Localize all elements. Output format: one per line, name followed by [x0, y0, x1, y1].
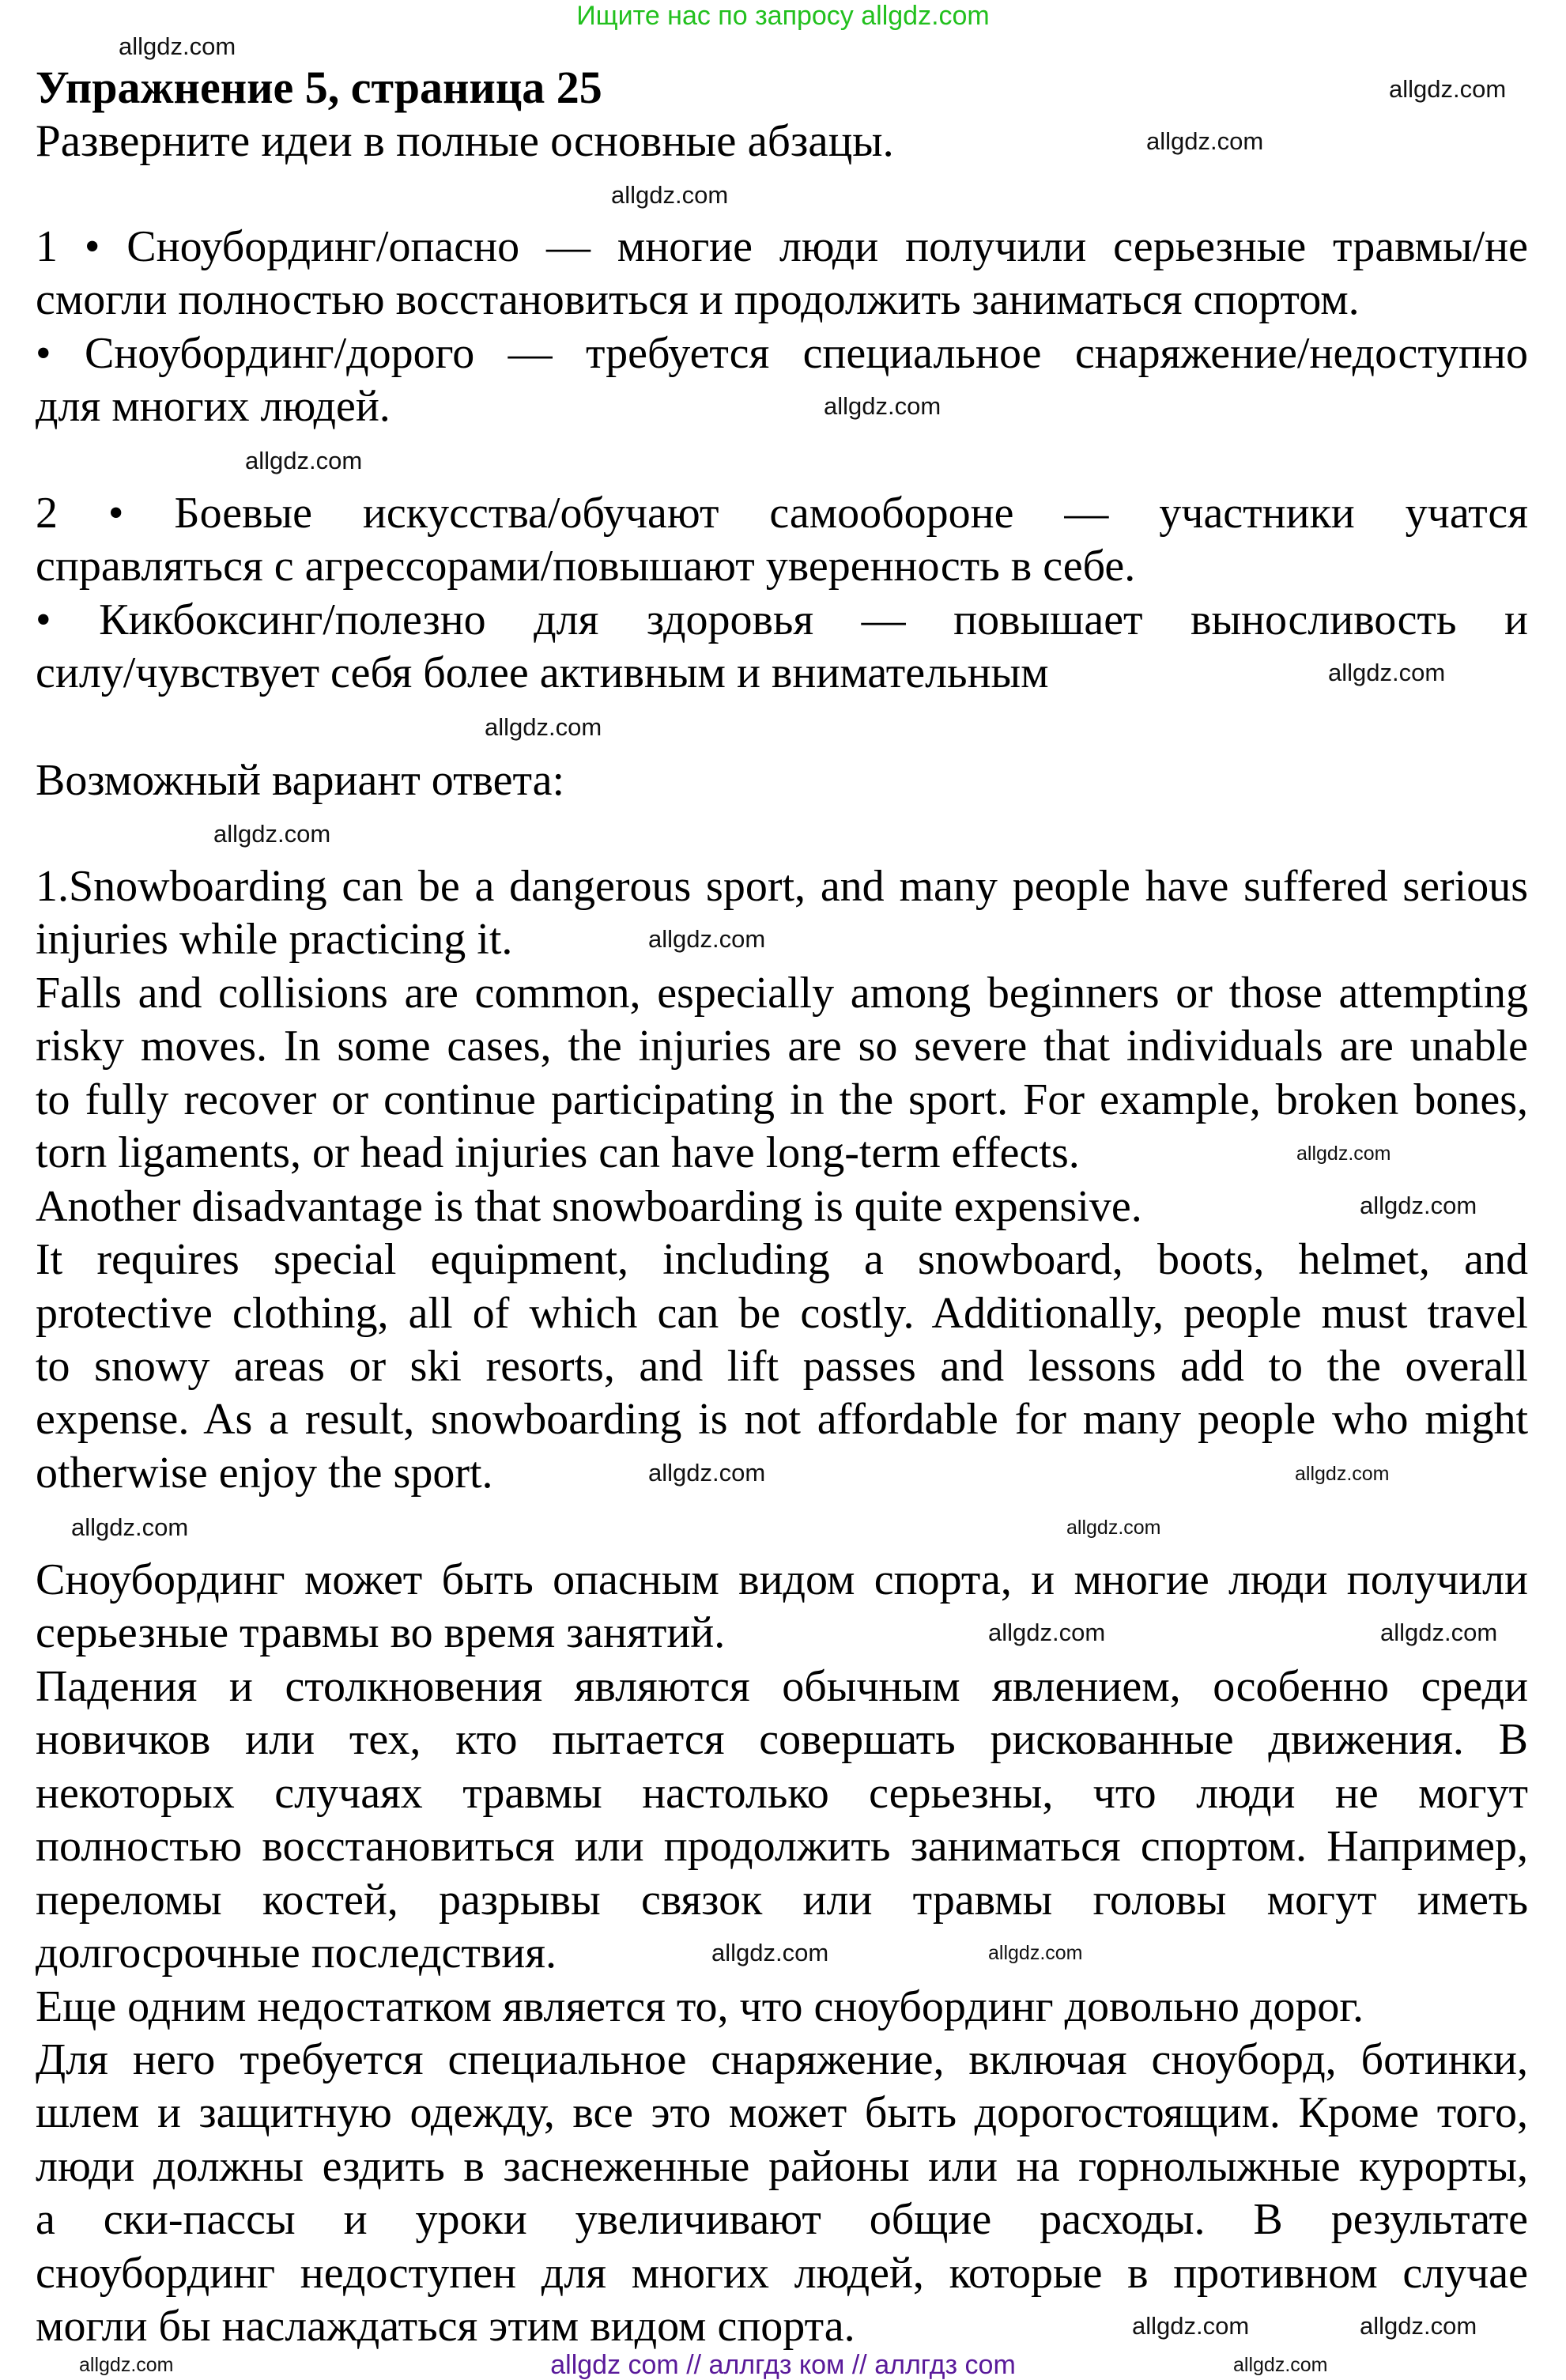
watermark: allgdz.com — [648, 925, 766, 953]
watermark: allgdz.com — [1233, 2354, 1328, 2376]
watermark: allgdz.com — [79, 2354, 174, 2376]
text-line: Сноубординг может быть опасным видом спорта, и многие люди получили — [36, 1555, 1528, 1604]
text-line: 1 • Сноубординг/опасно — многие люди получили серьезные травмы/не — [36, 222, 1528, 271]
text-line: переломы костей, разрывы связок или травмы головы могут иметь — [36, 1875, 1528, 1925]
watermark: allgdz.com — [1066, 1517, 1161, 1539]
footer-links: allgdz com // аллгдз ком // аллгдз com — [550, 2350, 1016, 2380]
watermark: allgdz.com — [1295, 1463, 1390, 1485]
text-line: injuries while practicing it. — [36, 915, 513, 965]
text-line: 2 • Боевые искусства/обучают самообороне — участники учатся — [36, 489, 1528, 538]
text-line: • Сноубординг/дорого — требуется специальное снаряжение/недоступно — [36, 328, 1528, 378]
watermark: allgdz.com — [1360, 1192, 1477, 1219]
search-hint-banner: Ищите нас по запросу allgdz.com — [576, 1, 990, 31]
watermark: allgdz.com — [1132, 2312, 1250, 2340]
text-line: expense. As a result, snowboarding is not affordable for many people who might — [36, 1395, 1528, 1445]
watermark: allgdz.com — [245, 447, 363, 474]
watermark: allgdz.com — [648, 1459, 766, 1487]
text-line: некоторых случаях травмы настолько серьезны, что люди не могут — [36, 1768, 1528, 1818]
text-line: otherwise enjoy the sport. — [36, 1448, 493, 1498]
paragraph — [36, 221, 1528, 327]
text-line: to fully recover or continue participating in the sport. For example, broken bones, — [36, 1075, 1528, 1124]
text-line: долгосрочные последствия. — [36, 1929, 557, 1978]
paragraph — [36, 1233, 1528, 1500]
task-instruction: Разверните идеи в полные основные абзацы. — [36, 116, 894, 166]
watermark: allgdz.com — [611, 181, 729, 209]
watermark: allgdz.com — [1360, 2312, 1477, 2340]
watermark: allgdz.com — [988, 1942, 1083, 1964]
text-line: Для него требуется специальное снаряжение, включая сноуборд, ботинки, — [36, 2034, 1528, 2084]
paragraph — [36, 487, 1528, 594]
section-english-answer — [36, 860, 1528, 1500]
text-line: Еще одним недостатком является то, что сноубординг довольно дорог. — [36, 1981, 1364, 2031]
text-line: risky moves. In some cases, the injuries are so severe that individuals are unable — [36, 1022, 1528, 1071]
text-line: шлем и защитную одежду, все это может быть дорогостоящим. Кроме того, — [36, 2088, 1528, 2138]
text-line: сноубординг недоступен для многих людей, которые в противном случае — [36, 2248, 1528, 2298]
text-line: Падения и столкновения являются обычным явлением, особенно среди — [36, 1661, 1528, 1711]
watermark: allgdz.com — [1389, 75, 1507, 103]
watermark: allgdz.com — [119, 32, 236, 60]
watermark: allgdz.com — [1380, 1619, 1498, 1646]
text-line: новичков или тех, кто пытается совершать рискованные движения. В — [36, 1715, 1528, 1765]
watermark: allgdz.com — [485, 713, 602, 741]
text-line: а ски-пассы и уроки увеличивают общие расходы. В результате — [36, 2195, 1528, 2245]
section-answer-heading — [36, 754, 1528, 807]
text-line: • Кикбоксинг/полезно для здоровья — повышает выносливость и — [36, 595, 1528, 644]
text-line: 1.Snowboarding can be a dangerous sport, and many people have suffered serious — [36, 862, 1528, 911]
section-idea-1 — [36, 221, 1528, 434]
text-line: для многих людей. — [36, 382, 391, 432]
paragraph — [36, 1181, 1528, 1233]
text-line: полностью восстановиться или продолжить заниматься спортом. Например, — [36, 1822, 1528, 1872]
paragraph — [36, 860, 1528, 967]
paragraph — [36, 327, 1528, 434]
text-line: It requires special equipment, including a snowboard, boots, helmet, and — [36, 1235, 1528, 1285]
paragraph — [36, 1554, 1528, 1660]
section-idea-2 — [36, 487, 1528, 701]
watermark: allgdz.com — [71, 1513, 189, 1541]
text-line: справляться с агрессорами/повышают уверенность в себе. — [36, 542, 1136, 591]
text-line: torn ligaments, or head injuries can have long-term effects. — [36, 1128, 1080, 1178]
paragraph — [36, 754, 1528, 807]
text-line: смогли полностью восстановиться и продолжить заниматься спортом. — [36, 275, 1360, 325]
watermark: allgdz.com — [824, 392, 941, 420]
watermark: allgdz.com — [711, 1939, 829, 1966]
page-title: Упражнение 5, страница 25 — [36, 62, 602, 113]
paragraph — [36, 1660, 1528, 1981]
watermark: allgdz.com — [1328, 659, 1446, 686]
text-line: серьезные травмы во время занятий. — [36, 1608, 726, 1658]
text-line: Falls and collisions are common, especially among beginners or those attempting — [36, 968, 1528, 1018]
paragraph — [36, 1981, 1528, 2034]
watermark: allgdz.com — [1296, 1143, 1391, 1165]
text-line: protective clothing, all of which can be costly. Additionally, people must travel — [36, 1288, 1528, 1338]
watermark: allgdz.com — [1146, 127, 1264, 155]
text-line: силу/чувствует себя более активным и внимательным — [36, 648, 1049, 698]
paragraph — [36, 2034, 1528, 2354]
text-line: люди должны ездить в заснеженные районы или на горнолыжные курорты, — [36, 2141, 1528, 2191]
text-line: Возможный вариант ответа: — [36, 756, 565, 805]
watermark: allgdz.com — [213, 820, 331, 848]
text-line: to snowy areas or ski resorts, and lift passes and lessons add to the overall — [36, 1341, 1528, 1391]
watermark: allgdz.com — [988, 1619, 1106, 1646]
text-line: Another disadvantage is that snowboarding is quite expensive. — [36, 1181, 1142, 1231]
paragraph — [36, 594, 1528, 701]
text-line: могли бы наслаждаться этим видом спорта. — [36, 2302, 855, 2352]
